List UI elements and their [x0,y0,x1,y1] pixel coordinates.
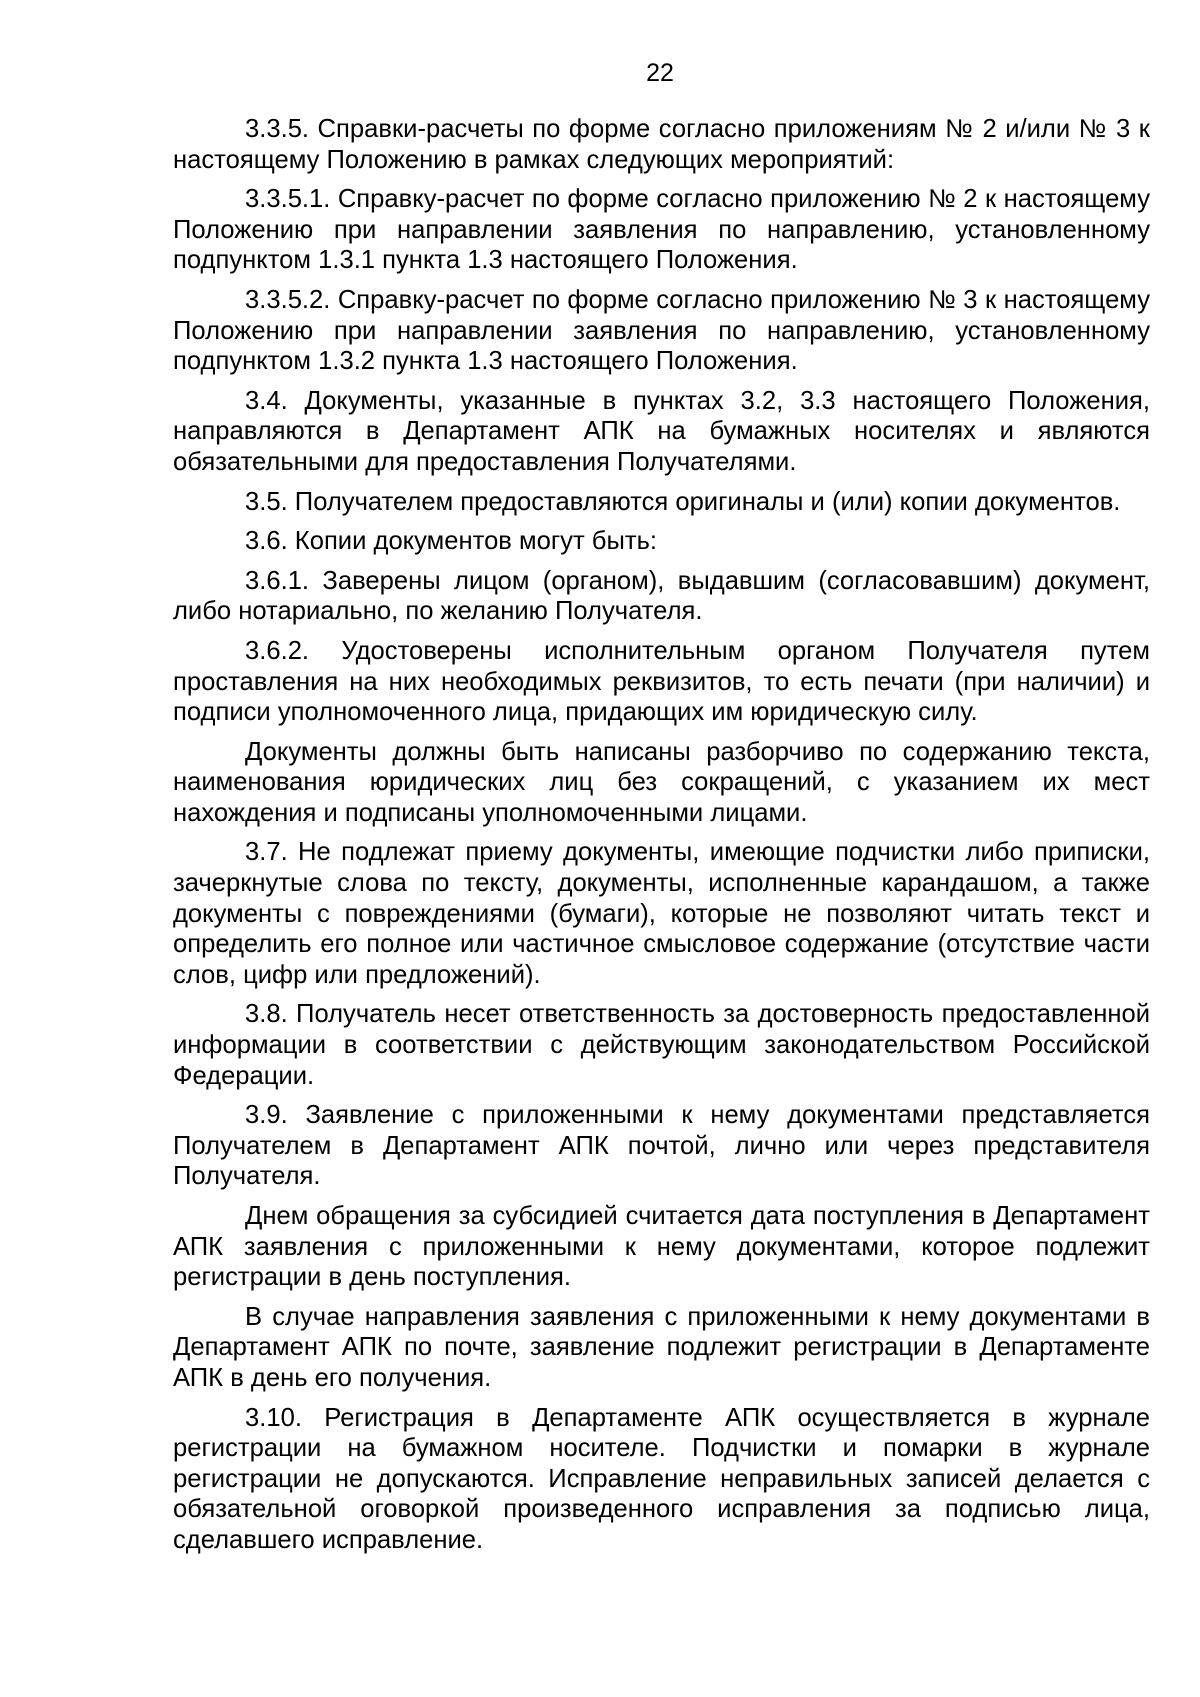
paragraph-3-4: 3.4. Документы, указанные в пунктах 3.2, 3.3 настоящего Положения, направляются в Департамент АПК на бумажных носителях и являются обязательными для предоставления Получателями. [173,386,1150,476]
document-body [173,114,1150,1565]
paragraph-3-3-5-2: 3.3.5.2. Справку-расчет по форме согласно приложению № 3 к настоящему Положению при направлении заявления по направлению, установленному подпунктом 1.3.2 пункта 1.3 настоящего Положения. [173,285,1150,376]
paragraph-3-10: 3.10. Регистрация в Департаменте АПК осуществляется в журнале регистрации на бумажном носителе. Подчистки и помарки в журнале регистрации не допускаются. Исправление неправильных записей делается с обязательной оговоркой произведенного исправления за подписью лица, сделавшего исправление. [173,1403,1150,1554]
page-number: 22 [646,59,674,87]
paragraph-3-6-2: 3.6.2. Удостоверены исполнительным органом Получателя путем проставления на них необходимых реквизитов, то есть печати (при наличии) и подписи уполномоченного лица, придающих им юридическую силу. [173,636,1150,727]
paragraph-3-5: 3.5. Получателем предоставляются оригиналы и (или) копии документов. [245,487,1121,516]
paragraph-3-6: 3.6. Копии документов могут быть: [245,527,658,556]
paragraph-application-date: Днем обращения за субсидией считается дата поступления в Департамент АПК заявления с приложенными к нему документами, которое подлежит регистрации в день поступления. [173,1202,1150,1292]
paragraph-postal-registration: В случае направления заявления с приложенными к нему документами в Департамент АПК по почте, заявление подлежит регистрации в Департаменте АПК в день его получения. [173,1302,1150,1392]
paragraph-documents-requirements: Документы должны быть написаны разборчиво по содержанию текста, наименования юридических лиц без сокращений, с указанием их мест нахождения и подписаны уполномоченными лицами. [173,737,1150,827]
paragraph-3-3-5: 3.3.5. Справки-расчеты по форме согласно приложениям № 2 и/или № 3 к настоящему Положению в рамках следующих мероприятий: [173,115,1150,174]
paragraph-3-8: 3.8. Получатель несет ответственность за достоверность предоставленной информации в соответствии с действующим законодательством Российской Федерации. [173,1000,1150,1090]
paragraph-3-7: 3.7. Не подлежат приему документы, имеющие подчистки либо приписки, зачеркнутые слова по тексту, документы, исполненные карандашом, а также документы с повреждениями (бумаги), которые не позволяют читать текст и определить его полное или частичное смысловое содержание (отсутствие части слов, цифр или предложений). [173,838,1150,989]
paragraph-3-6-1: 3.6.1. Заверены лицом (органом), выдавшим (согласовавшим) документ, либо нотариально, по желанию Получателя. [173,566,1150,626]
paragraph-3-3-5-1: 3.3.5.1. Справку-расчет по форме согласно приложению № 2 к настоящему Положению при направлении заявления по направлению, установленному подпунктом 1.3.1 пункта 1.3 настоящего Положения. [173,185,1150,275]
paragraph-3-9: 3.9. Заявление с приложенными к нему документами представляется Получателем в Департамент АПК почтой, лично или через представителя Получателя. [173,1101,1150,1191]
